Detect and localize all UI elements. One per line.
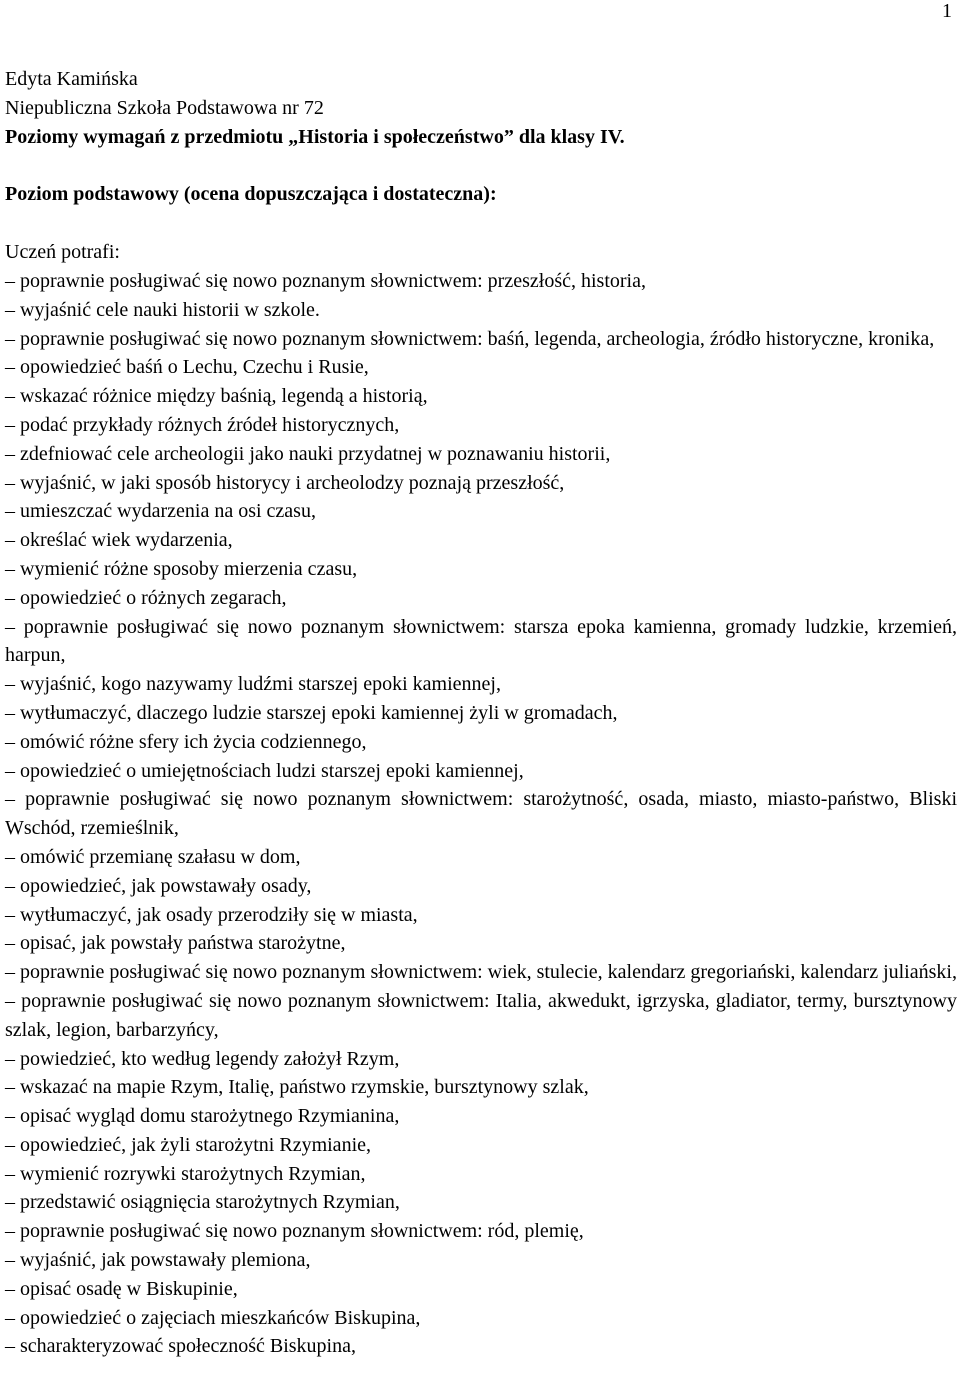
school-name: Niepubliczna Szkoła Podstawowa nr 72: [5, 96, 324, 119]
list-item: – omówić przemianę szałasu w dom,: [5, 845, 301, 868]
list-item: – opowiedzieć o umiejętnościach ludzi starszej epoki kamiennej,: [5, 759, 524, 782]
list-item: – opowiedzieć, jak żyli starożytni Rzymianie,: [5, 1133, 371, 1156]
document-title: Poziomy wymagań z przedmiotu „Historia i społeczeństwo” dla klasy IV.: [5, 125, 625, 148]
requirements-list: [5, 267, 957, 1361]
page-number: 1: [942, 0, 952, 22]
list-item: – wytłumaczyć, dlaczego ludzie starszej epoki kamiennej żyli w gromadach,: [5, 701, 618, 724]
list-item: – scharakteryzować społeczność Biskupina,: [5, 1335, 356, 1358]
list-item: – opowiedzieć o zajęciach mieszkańców Biskupina,: [5, 1306, 421, 1329]
list-item: – poprawnie posługiwać się nowo poznanym słownictwem: starsza epoka kamienna, gromady ludzkie, krzemień, harpun,: [5, 615, 957, 667]
list-item: – podać przykłady różnych źródeł historycznych,: [5, 413, 400, 436]
list-item: – poprawnie posługiwać się nowo poznanym słownictwem: wiek, stulecie, kalendarz gregoriański, kalendarz juliański,: [5, 961, 957, 984]
list-item: – określać wiek wydarzenia,: [5, 529, 233, 552]
list-item: – opisać wygląd domu starożytnego Rzymianina,: [5, 1105, 400, 1128]
list-item: – powiedzieć, kto według legendy założył Rzym,: [5, 1047, 400, 1070]
list-item: – poprawnie posługiwać się nowo poznanym słownictwem: starożytność, osada, miasto, miasto-państwo, Bliski Wschód, rzemieślnik,: [5, 788, 957, 840]
list-item: – opisać osadę w Biskupinie,: [5, 1277, 238, 1300]
list-item: – wyjaśnić, w jaki sposób historycy i archeolodzy poznają przeszłość,: [5, 471, 565, 494]
list-item: – wymienić rozrywki starożytnych Rzymian,: [5, 1162, 366, 1185]
list-item: – poprawnie posługiwać się nowo poznanym słownictwem: ród, plemię,: [5, 1220, 584, 1243]
list-item: – wyjaśnić, jak powstawały plemiona,: [5, 1249, 311, 1272]
spacer: [5, 209, 957, 238]
list-item: – umieszczać wydarzenia na osi czasu,: [5, 500, 316, 523]
list-item: – omówić różne sfery ich życia codziennego,: [5, 730, 367, 753]
list-item: – przedstawić osiągnięcia starożytnych Rzymian,: [5, 1191, 400, 1214]
author-name: Edyta Kamińska: [5, 68, 138, 90]
level-heading: Poziom podstawowy (ocena dopuszczająca i dostateczna):: [5, 183, 497, 206]
list-item: – poprawnie posługiwać się nowo poznanym słownictwem: przeszłość, historia,: [5, 269, 646, 292]
list-item: – opowiedzieć, jak powstawały osady,: [5, 874, 312, 897]
list-item: – opowiedzieć o różnych zegarach,: [5, 586, 287, 609]
list-item: – wyjaśnić, kogo nazywamy ludźmi starszej epoki kamiennej,: [5, 673, 501, 696]
spacer: [5, 151, 957, 180]
list-item: – opowiedzieć baśń o Lechu, Czechu i Rusie,: [5, 356, 369, 379]
document-body: [5, 65, 957, 1361]
list-item: – wskazać różnice między baśnią, legendą a historią,: [5, 385, 428, 408]
list-item: – poprawnie posługiwać się nowo poznanym słownictwem: baśń, legenda, archeologia, źródło historyczne, kronika,: [5, 327, 935, 350]
list-item: – opisać, jak powstały państwa starożytne,: [5, 932, 346, 955]
list-item: – wytłumaczyć, jak osady przerodziły się w miasta,: [5, 903, 418, 926]
list-item: – zdefniować cele archeologii jako nauki przydatnej w poznawaniu historii,: [5, 442, 611, 465]
intro-text: Uczeń potrafi:: [5, 241, 120, 264]
list-item: – wymienić różne sposoby mierzenia czasu,: [5, 557, 358, 580]
list-item: – poprawnie posługiwać się nowo poznanym słownictwem: Italia, akwedukt, igrzyska, gladiator, termy, bursztynowy szlak, legion, barbarzyńcy,: [5, 989, 957, 1041]
list-item: – wyjaśnić cele nauki historii w szkole.: [5, 298, 320, 321]
list-item: – wskazać na mapie Rzym, Italię, państwo rzymskie, bursztynowy szlak,: [5, 1076, 589, 1099]
